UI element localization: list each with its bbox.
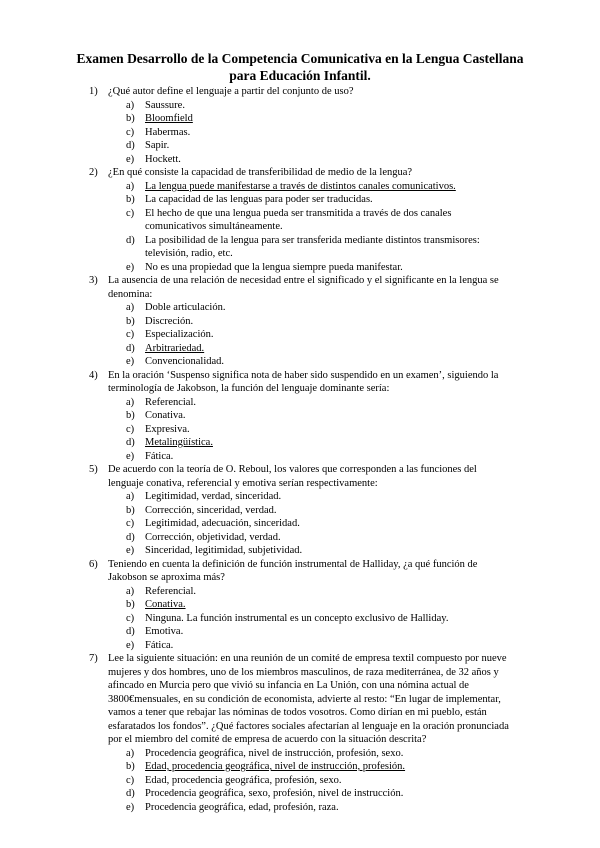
option-item — [0, 598, 600, 612]
option-text: No es una propiedad que la lengua siempre pueda manifestar. — [145, 261, 403, 273]
option-text: Corrección, sinceridad, verdad. — [145, 504, 277, 516]
option-item — [0, 787, 600, 801]
option-text: Procedencia geográfica, nivel de instrucción, profesión, sexo. — [145, 747, 404, 759]
option-item — [0, 153, 600, 167]
question-7 — [0, 652, 600, 814]
exam-title-line-2: para Educación Infantil. — [229, 68, 371, 83]
option-letter: a) — [126, 180, 135, 192]
option-letter: b) — [126, 113, 135, 124]
option-letter: e) — [126, 153, 135, 165]
option-item — [0, 355, 600, 369]
option-text: La capacidad de las lenguas para poder ser traducidas. — [145, 194, 373, 205]
option-text: Fática. — [145, 639, 174, 651]
option-item — [0, 517, 600, 531]
option-item — [0, 180, 600, 194]
exam-title-line-1: Examen Desarrollo de la Competencia Comunicativa en la Lengua Castellana — [76, 51, 524, 66]
option-item — [0, 139, 600, 153]
option-text: Conativa. — [145, 410, 186, 421]
option-letter: b) — [126, 194, 135, 205]
option-item — [0, 544, 600, 558]
option-text: Hockett. — [145, 153, 181, 165]
option-list — [0, 180, 600, 275]
option-letter: c) — [126, 774, 135, 786]
exam-title — [60, 50, 540, 84]
option-letter: d) — [126, 788, 135, 799]
option-item — [0, 301, 600, 315]
option-letter: d) — [126, 437, 135, 448]
option-item — [0, 261, 600, 275]
option-item — [0, 193, 600, 207]
option-letter: e) — [126, 545, 135, 556]
option-letter: b) — [126, 504, 135, 516]
option-text: Corrección, objetividad, verdad. — [145, 531, 281, 543]
question-5 — [0, 463, 600, 558]
option-item — [0, 99, 600, 113]
option-letter: c) — [126, 612, 135, 624]
option-item — [0, 612, 600, 626]
question-number: 7) — [89, 653, 98, 664]
option-item — [0, 423, 600, 437]
option-letter: d) — [126, 234, 135, 246]
question-number: 2) — [89, 167, 98, 178]
option-letter: a) — [126, 585, 135, 597]
option-item — [0, 504, 600, 518]
option-text: Legitimidad, verdad, sinceridad. — [145, 491, 282, 502]
question-1 — [0, 85, 600, 166]
option-item — [0, 450, 600, 464]
option-item — [0, 585, 600, 599]
option-letter: b) — [126, 761, 135, 772]
option-text: El hecho de que una lengua pueda ser transmitida a través de dos canales comunicativos simultáneamente. — [145, 207, 452, 232]
option-text: Procedencia geográfica, sexo, profesión, nivel de instrucción. — [145, 788, 404, 799]
option-letter: d) — [126, 531, 135, 543]
option-letter: a) — [126, 302, 135, 313]
question-text: En la oración ‘Suspenso significa nota de haber sido suspendido en un examen’, siguiendo la terminología de Jakobson, la función del lenguaje dominante sería: — [108, 369, 499, 394]
option-text-correct: La lengua puede manifestarse a través de distintos canales comunicativos. — [145, 180, 456, 192]
option-text: Doble articulación. — [145, 302, 226, 313]
option-text: Habermas. — [145, 126, 191, 138]
question-3 — [0, 274, 600, 369]
option-list — [0, 585, 600, 653]
option-item — [0, 328, 600, 342]
option-list — [0, 396, 600, 464]
option-text: Edad, procedencia geográfica, profesión, sexo. — [145, 774, 342, 786]
option-letter: d) — [126, 626, 135, 637]
question-list — [0, 85, 600, 814]
option-item — [0, 625, 600, 639]
option-letter: a) — [126, 99, 135, 111]
option-text: Referencial. — [145, 396, 197, 408]
question-2 — [0, 166, 600, 274]
option-list — [0, 301, 600, 369]
question-text: De acuerdo con la teoría de O. Reboul, los valores que corresponden a las funciones del lenguaje conativa, referencial y emotiva serían respectivamente: — [108, 464, 477, 489]
option-letter: b) — [126, 315, 135, 327]
option-text: Sapir. — [145, 140, 170, 151]
option-letter: a) — [126, 491, 135, 502]
option-letter: c) — [126, 207, 135, 219]
option-letter: c) — [126, 329, 135, 340]
question-text: La ausencia de una relación de necesidad entre el significado y el significante en la lengua se denomina: — [108, 275, 499, 300]
option-item — [0, 112, 600, 126]
option-letter: c) — [126, 423, 135, 435]
option-letter: e) — [126, 639, 135, 651]
option-text: Saussure. — [145, 99, 185, 111]
option-item — [0, 774, 600, 788]
option-letter: e) — [126, 450, 135, 462]
option-text: Discreción. — [145, 315, 194, 327]
option-text: Legitimidad, adecuación, sinceridad. — [145, 518, 300, 529]
option-text-correct: Bloomfield — [145, 113, 193, 124]
option-item — [0, 436, 600, 450]
question-text: Lee la siguiente situación: en una reunión de un comité de empresa textil compuesto por nueve mujeres y dos hombres, uno de los miembros masculinos, de raza mediterránea, de 32 años y afincado en Murcia pero que vivió su infancia en La Unión, con una nómina actual de 3800€mensuales, en su condición de economista, advierte al resto: “En lugar de implementar, vamos a tener que rebajar las nóminas de todos vosotros. Como dirían en mi pueblo, están esfaratados los fondos”. ¿Qué factores sociales afectarían al lenguaje en la oración pronunciada por el miembro del comité de empresa de acuerdo con la situación descrita? — [108, 653, 509, 745]
option-item — [0, 639, 600, 653]
question-number: 1) — [89, 86, 98, 97]
option-item — [0, 234, 600, 261]
option-letter: c) — [126, 126, 135, 138]
option-letter: e) — [126, 261, 135, 273]
option-list — [0, 490, 600, 558]
option-text: Procedencia geográfica, edad, profesión, raza. — [145, 801, 339, 813]
option-item — [0, 342, 600, 356]
option-letter: d) — [126, 140, 135, 151]
option-letter: e) — [126, 356, 135, 367]
option-letter: e) — [126, 801, 135, 813]
option-text-correct: Metalingüística. — [145, 437, 213, 448]
option-text: Convencionalidad. — [145, 356, 225, 367]
question-number: 4) — [89, 369, 98, 381]
option-list — [0, 747, 600, 815]
option-list — [0, 99, 600, 167]
question-text: ¿En qué consiste la capacidad de transferibilidad de medio de la lengua? — [108, 167, 413, 178]
option-item — [0, 409, 600, 423]
option-item — [0, 531, 600, 545]
question-text: Teniendo en cuenta la definición de función instrumental de Halliday, ¿a qué función de Jakobson se aproxima más? — [108, 558, 478, 583]
option-item — [0, 760, 600, 774]
option-item — [0, 207, 600, 234]
option-item — [0, 747, 600, 761]
question-number: 5) — [89, 464, 98, 475]
option-text: Ninguna. La función instrumental es un concepto exclusivo de Halliday. — [145, 612, 449, 624]
option-text-correct: Arbitrariedad. — [145, 342, 205, 354]
option-text-correct: Conativa. — [145, 599, 186, 610]
option-item — [0, 396, 600, 410]
option-item — [0, 126, 600, 140]
option-item — [0, 315, 600, 329]
option-letter: a) — [126, 747, 135, 759]
option-text: Sinceridad, legitimidad, subjetividad. — [145, 545, 303, 556]
option-text: Referencial. — [145, 585, 197, 597]
question-6 — [0, 558, 600, 653]
question-text: ¿Qué autor define el lenguaje a partir del conjunto de uso? — [108, 86, 354, 97]
option-item — [0, 801, 600, 815]
question-number: 3) — [89, 275, 98, 286]
option-letter: b) — [126, 410, 135, 421]
option-letter: c) — [126, 518, 135, 529]
option-text: Expresiva. — [145, 423, 190, 435]
option-letter: b) — [126, 599, 135, 610]
option-letter: d) — [126, 342, 135, 354]
option-text: Especialización. — [145, 329, 214, 340]
question-number: 6) — [89, 558, 98, 570]
option-text: Emotiva. — [145, 626, 184, 637]
option-text: Fática. — [145, 450, 174, 462]
option-text: La posibilidad de la lengua para ser transferida mediante distintos transmisores: televisión, radio, etc. — [145, 234, 480, 259]
option-item — [0, 490, 600, 504]
option-letter: a) — [126, 396, 135, 408]
question-4 — [0, 369, 600, 464]
option-text-correct: Edad, procedencia geográfica, nivel de instrucción, profesión. — [145, 761, 406, 772]
